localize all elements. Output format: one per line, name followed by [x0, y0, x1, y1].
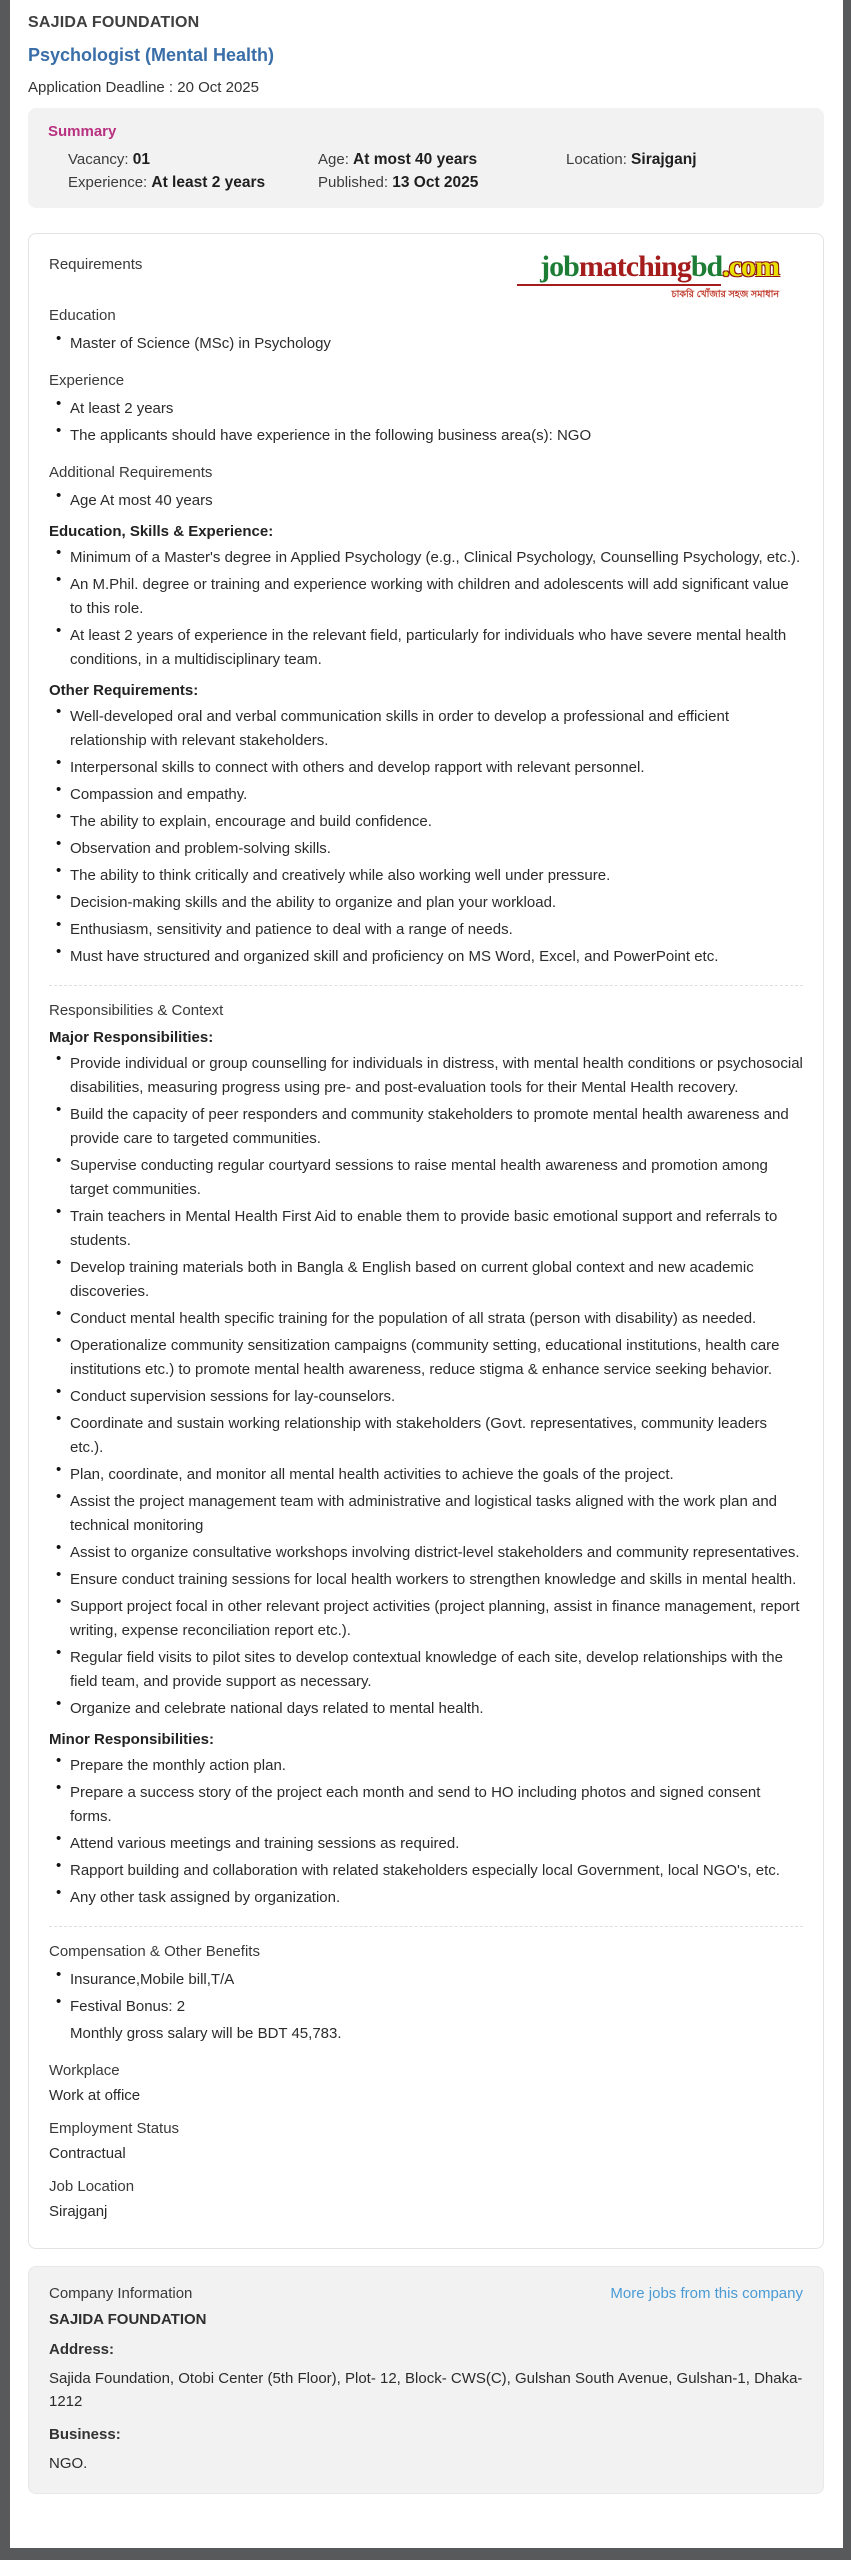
bullet-item: • Enthusiasm, sensitivity and patience to deal with a range of needs.: [49, 918, 803, 942]
bullet-item: • Compassion and empathy.: [49, 783, 803, 807]
logo-part-com: .com: [722, 250, 779, 283]
other-requirements-heading: Other Requirements:: [49, 682, 199, 699]
bullet-item: • Well-developed oral and verbal communication skills in order to develop a professional and efficient relationship with relevant stakeholders.: [49, 705, 803, 753]
summary-location-label: Location:: [566, 151, 632, 168]
summary-published: [318, 174, 566, 192]
bullet-item: • Train teachers in Mental Health First Aid to enable them to provide basic emotional support and referrals to students.: [49, 1205, 803, 1253]
logo-underline: [517, 284, 721, 286]
bullet-item: • Must have structured and organized skill and proficiency on MS Word, Excel, and PowerPoint etc.: [49, 945, 803, 969]
business-text: NGO.: [49, 2455, 88, 2472]
company-info-header-row: [49, 2285, 803, 2302]
education-heading: Education: [49, 307, 116, 324]
education-list: [49, 332, 803, 356]
bullet-item: • Coordinate and sustain working relationship with stakeholders (Govt. representatives, community leaders etc.).: [49, 1412, 803, 1460]
bullet-item: • Develop training materials both in Bangla & English based on current global context and new academic discoveries.: [49, 1256, 803, 1304]
logo-wordmark: [517, 252, 779, 282]
bullet-item: • Assist the project management team with administrative and logistical tasks aligned with the work plan and technical monitoring: [49, 1490, 803, 1538]
bullet-item: • Conduct mental health specific training for the population of all strata (person with disability) as needed.: [49, 1307, 803, 1331]
salary-note: Monthly gross salary will be BDT 45,783.: [70, 2025, 342, 2042]
additional-requirements-heading: Additional Requirements: [49, 464, 213, 481]
job-location-value: Sirajganj: [49, 2203, 108, 2220]
bullet-item: • Ensure conduct training sessions for local health workers to strengthen knowledge and skills in mental health.: [49, 1568, 803, 1592]
address-text: Sajida Foundation, Otobi Center (5th Floor), Plot- 12, Block- CWS(C), Gulshan South Avenue, Gulshan-1, Dhaka-1212: [49, 2370, 803, 2410]
address-label: Address:: [49, 2341, 115, 2358]
bullet-item: • Supervise conducting regular courtyard sessions to raise mental health awareness and promotion among target communities.: [49, 1154, 803, 1202]
logo-part-bd: bd: [690, 250, 723, 283]
bullet-item: • Conduct supervision sessions for lay-counselors.: [49, 1385, 803, 1409]
minor-responsibilities-list: [49, 1754, 803, 1910]
bullet-item: • Decision-making skills and the ability to organize and plan your workload.: [49, 891, 803, 915]
additional-requirements-list: [49, 489, 803, 513]
bullet-item: • Provide individual or group counselling for individuals in distress, with mental health conditions or psychosocial disabilities, measuring progress using pre- and post-evaluation tools for their Mental Health recovery.: [49, 1052, 803, 1100]
company-info-card: [28, 2266, 824, 2494]
logo-part-job: job: [540, 250, 579, 283]
business-label: Business:: [49, 2426, 121, 2443]
summary-vacancy-value: 01: [132, 151, 151, 168]
bullet-item: • The applicants should have experience in the following business area(s): NGO: [49, 424, 803, 448]
compensation-list: [49, 1968, 803, 2019]
bullet-item: • Interpersonal skills to connect with others and develop rapport with relevant personnel.: [49, 756, 803, 780]
more-jobs-link[interactable]: More jobs from this company: [610, 2285, 803, 2302]
compensation-heading: Compensation & Other Benefits: [49, 1943, 260, 1960]
summary-experience-value: At least 2 years: [151, 174, 266, 191]
bullet-item: • Plan, coordinate, and monitor all mental health activities to achieve the goals of the project.: [49, 1463, 803, 1487]
bullet-item: • Rapport building and collaboration with related stakeholders especially local Government, local NGO's, etc.: [49, 1859, 803, 1883]
bullet-item: • Prepare the monthly action plan.: [49, 1754, 803, 1778]
workplace-heading: Workplace: [49, 2062, 120, 2079]
page-title: Psychologist (Mental Health): [28, 45, 275, 65]
summary-age-value: At most 40 years: [353, 151, 478, 168]
summary-age: [318, 151, 566, 169]
summary-location: [566, 151, 804, 169]
edu-skills-heading: Education, Skills & Experience:: [49, 523, 274, 540]
summary-spacer: [566, 174, 804, 192]
summary-location-value: Sirajganj: [631, 151, 697, 168]
experience-list: [49, 397, 803, 448]
bullet-item: • The ability to think critically and creatively while also working well under pressure.: [49, 864, 803, 888]
bullet-item: • Assist to organize consultative workshops involving district-level stakeholders and community representatives.: [49, 1541, 803, 1565]
application-deadline: Application Deadline : 20 Oct 2025: [28, 79, 259, 96]
bullet-item: • Support project focal in other relevant project activities (project planning, assist in finance management, report writing, expense reconciliation report etc.).: [49, 1595, 803, 1643]
summary-published-label: Published:: [318, 174, 393, 191]
major-responsibilities-heading: Major Responsibilities:: [49, 1029, 214, 1046]
summary-vacancy: [68, 151, 318, 169]
bullet-item: • Regular field visits to pilot sites to develop contextual knowledge of each site, develop relationships with the field team, and provide support as necessary.: [49, 1646, 803, 1694]
bullet-item: • Festival Bonus: 2: [49, 1995, 803, 2019]
bullet-item: • Minimum of a Master's degree in Applied Psychology (e.g., Clinical Psychology, Counselling Psychology, etc.).: [49, 546, 803, 570]
workplace-value: Work at office: [49, 2087, 141, 2104]
summary-grid: [48, 151, 804, 192]
bullet-item: • At least 2 years of experience in the relevant field, particularly for individuals who have severe mental health conditions, in a multidisciplinary team.: [49, 624, 803, 672]
summary-age-label: Age:: [318, 151, 354, 168]
requirements-header-row: [49, 250, 803, 303]
bullet-item: • Build the capacity of peer responders and community stakeholders to promote mental health awareness and provide care to targeted communities.: [49, 1103, 803, 1151]
job-location-heading: Job Location: [49, 2178, 135, 2195]
employment-status-value: Contractual: [49, 2145, 126, 2162]
company-info-heading: Company Information: [49, 2285, 193, 2302]
company-name-top: SAJIDA FOUNDATION: [28, 14, 200, 31]
logo-tagline: চাকরি খোঁজার সহজ সমাধান: [671, 289, 779, 300]
bullet-item: • Any other task assigned by organization.: [49, 1886, 803, 1910]
responsibilities-heading: Responsibilities & Context: [49, 1002, 224, 1019]
employment-status-heading: Employment Status: [49, 2120, 180, 2137]
other-requirements-list: [49, 705, 803, 969]
bullet-item: • Observation and problem-solving skills.: [49, 837, 803, 861]
bullet-item: • The ability to explain, encourage and build confidence.: [49, 810, 803, 834]
summary-card: [28, 108, 824, 208]
section-divider: [49, 1926, 803, 1927]
requirements-heading: Requirements: [49, 256, 143, 273]
bullet-item: • Master of Science (MSc) in Psychology: [49, 332, 803, 356]
bullet-item: • Prepare a success story of the project each month and send to HO including photos and signed consent forms.: [49, 1781, 803, 1829]
company-info-name: SAJIDA FOUNDATION: [49, 2311, 207, 2328]
logo-part-matching: matching: [578, 250, 691, 283]
jobmatchingbd-logo: [517, 252, 779, 303]
bullet-item: • An M.Phil. degree or training and experience working with children and adolescents will add significant value to this role.: [49, 573, 803, 621]
bullet-item: • Insurance,Mobile bill,T/A: [49, 1968, 803, 1992]
bullet-item: • At least 2 years: [49, 397, 803, 421]
job-details-card: [28, 233, 824, 2249]
minor-responsibilities-heading: Minor Responsibilities:: [49, 1731, 215, 1748]
bullet-item: • Organize and celebrate national days related to mental health.: [49, 1697, 803, 1721]
bullet-item: • Operationalize community sensitization campaigns (community setting, educational institutions, health care institutions etc.) to promote mental health awareness, reduce stigma & enhance service seeking behavior.: [49, 1334, 803, 1382]
bullet-item: • Age At most 40 years: [49, 489, 803, 513]
experience-heading: Experience: [49, 372, 125, 389]
section-divider: [49, 985, 803, 986]
summary-published-value: 13 Oct 2025: [392, 174, 479, 191]
summary-vacancy-label: Vacancy:: [68, 151, 133, 168]
summary-title: Summary: [48, 123, 117, 140]
edu-skills-list: [49, 546, 803, 672]
major-responsibilities-list: [49, 1052, 803, 1721]
summary-experience-label: Experience:: [68, 174, 152, 191]
bullet-item: • Attend various meetings and training sessions as required.: [49, 1832, 803, 1856]
summary-experience: [68, 174, 318, 192]
